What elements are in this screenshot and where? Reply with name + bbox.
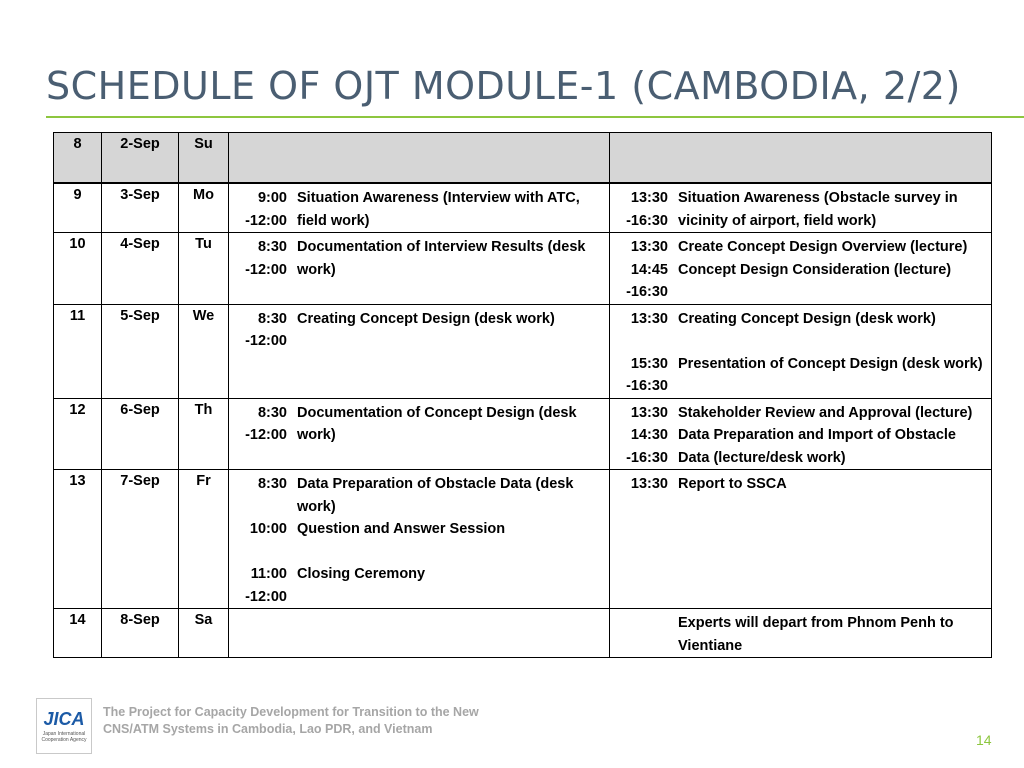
- page-number: 14: [976, 732, 992, 748]
- morning-cell: [229, 233, 610, 305]
- afternoon-cell: [610, 470, 992, 609]
- schedule-entry: [614, 424, 987, 469]
- entry-time: 13:30 -16:30: [626, 190, 668, 229]
- schedule-entry: [614, 259, 987, 304]
- entry-time: 15:30 -16:30: [626, 355, 668, 394]
- jica-logo-mark: JICA: [43, 709, 85, 729]
- day-number-cell: 8: [54, 133, 102, 184]
- weekday-cell: Su: [179, 133, 229, 184]
- entry-time: 8:30: [257, 476, 287, 492]
- schedule-entry: [614, 236, 987, 259]
- schedule-entry: [233, 187, 605, 232]
- date-cell: 7-Sep: [102, 470, 179, 609]
- entry-time: 8:30 -12:00: [245, 239, 287, 278]
- schedule-entry: [614, 402, 987, 425]
- entry-time: 13:30: [630, 239, 668, 255]
- entry-description: Creating Concept Design (desk work): [678, 310, 936, 327]
- entry-description: Situation Awareness (Obstacle survey in vicinity of airport, field work): [678, 190, 958, 229]
- schedule-entry: [614, 308, 987, 331]
- entry-time: 13:30: [630, 476, 668, 492]
- schedule-entry: [233, 308, 605, 353]
- entry-description: Experts will depart from Phnom Penh to Vientiane: [678, 615, 954, 654]
- schedule-row: [54, 304, 992, 398]
- title-divider: [46, 116, 1024, 118]
- entry-time: [614, 612, 678, 657]
- weekday-cell: Th: [179, 398, 229, 470]
- entry-description: Documentation of Interview Results (desk work): [297, 239, 586, 278]
- schedule-entry: [233, 473, 605, 518]
- date-cell: 5-Sep: [102, 304, 179, 398]
- entry-time: 11:00 -12:00: [245, 566, 287, 605]
- slide-title: SCHEDULE OF OJT MODULE-1 (CAMBODIA, 2/2): [46, 64, 961, 108]
- schedule-entry: [614, 473, 987, 496]
- weekday-cell: Tu: [179, 233, 229, 305]
- date-cell: 2-Sep: [102, 133, 179, 184]
- morning-cell: [229, 398, 610, 470]
- weekday-cell: We: [179, 304, 229, 398]
- jica-logo: [36, 698, 92, 754]
- date-cell: 4-Sep: [102, 233, 179, 305]
- entry-time: 13:30: [630, 310, 668, 327]
- entry-time: 14:45 -16:30: [626, 261, 668, 300]
- entry-description: Situation Awareness (Interview with ATC, field work): [297, 190, 580, 229]
- entry-description: Question and Answer Session: [297, 521, 506, 537]
- entry-description: Report to SSCA: [678, 476, 787, 492]
- day-number-cell: 9: [54, 183, 102, 233]
- date-cell: 8-Sep: [102, 609, 179, 658]
- day-number-cell: 12: [54, 398, 102, 470]
- schedule-entry: [614, 612, 987, 657]
- schedule-entry: [614, 187, 987, 232]
- entry-description: Data Preparation and Import of Obstacle Data (lecture/desk work): [678, 427, 956, 466]
- entry-time: 14:30 -16:30: [626, 427, 668, 466]
- schedule-row: [54, 398, 992, 470]
- afternoon-cell: [610, 133, 992, 184]
- entry-spacer: [233, 541, 605, 564]
- day-number-cell: 13: [54, 470, 102, 609]
- weekday-cell: Sa: [179, 609, 229, 658]
- afternoon-cell: [610, 609, 992, 658]
- day-number-cell: 11: [54, 304, 102, 398]
- entry-spacer: [614, 330, 987, 353]
- entry-description: Concept Design Consideration (lecture): [678, 261, 952, 278]
- entry-description: Create Concept Design Overview (lecture): [678, 239, 968, 255]
- morning-cell: [229, 133, 610, 184]
- schedule-row: [54, 609, 992, 658]
- jica-logo-subtext: Japan International Cooperation Agency: [41, 731, 87, 743]
- schedule-entry: [233, 563, 605, 608]
- morning-cell: [229, 609, 610, 658]
- schedule-row: [54, 233, 992, 305]
- afternoon-cell: [610, 183, 992, 233]
- schedule-entry: [233, 402, 605, 447]
- entry-time: 8:30 -12:00: [245, 310, 287, 349]
- schedule-row: [54, 183, 992, 233]
- schedule-entry: [233, 236, 605, 281]
- afternoon-cell: [610, 233, 992, 305]
- entry-description: Closing Ceremony: [297, 566, 426, 582]
- date-cell: 6-Sep: [102, 398, 179, 470]
- morning-cell: [229, 304, 610, 398]
- morning-cell: [229, 183, 610, 233]
- schedule-entry: [614, 353, 987, 398]
- schedule-entry: [233, 518, 605, 541]
- schedule-row: [54, 133, 992, 184]
- day-number-cell: 10: [54, 233, 102, 305]
- entry-description: Data Preparation of Obstacle Data (desk work): [297, 476, 574, 515]
- day-number-cell: 14: [54, 609, 102, 658]
- schedule-table: [53, 132, 992, 658]
- entry-description: Creating Concept Design (desk work): [297, 310, 555, 327]
- entry-description: Stakeholder Review and Approval (lecture): [678, 404, 973, 421]
- weekday-cell: Fr: [179, 470, 229, 609]
- afternoon-cell: [610, 398, 992, 470]
- entry-time: 13:30: [630, 404, 668, 421]
- morning-cell: [229, 470, 610, 609]
- entry-time: 10:00: [249, 521, 287, 537]
- entry-time: 9:00 -12:00: [245, 190, 287, 229]
- afternoon-cell: [610, 304, 992, 398]
- entry-description: Presentation of Concept Design (desk work): [678, 355, 983, 372]
- weekday-cell: Mo: [179, 183, 229, 233]
- project-footer-text: The Project for Capacity Development for Transition to the New CNS/ATM Systems in Cambodia, Lao PDR, and Vietnam: [103, 705, 479, 736]
- schedule-row: [54, 470, 992, 609]
- date-cell: 3-Sep: [102, 183, 179, 233]
- entry-time: 8:30 -12:00: [245, 404, 287, 443]
- entry-description: Documentation of Concept Design (desk work): [297, 404, 577, 443]
